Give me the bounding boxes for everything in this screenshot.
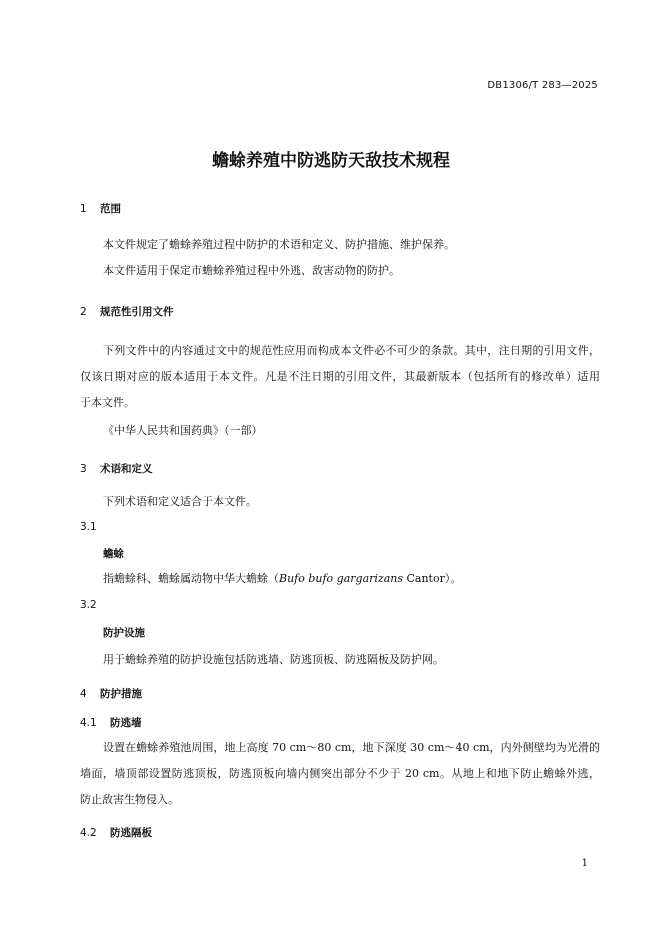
document-title: 蟾蜍养殖中防逃防天敌技术规程 [212, 151, 450, 171]
section-number: 2 [80, 306, 87, 318]
section-title: 术语和定义 [100, 463, 153, 475]
paragraph: 下列术语和定义适合于本文件。 [103, 495, 257, 508]
document-number: DB1306/T 283—2025 [487, 80, 598, 91]
definition-text: 指蟾蜍科、蟾蜍属动物中华大蟾蜍（ [103, 572, 279, 585]
paragraph-line: 设置在蟾蜍养殖池周围，地上高度 70 cm～80 cm，地下深度 30 cm～40 cm，内外侧壁均为光滑的 [103, 741, 600, 754]
subsection-number: 4.2 [80, 827, 97, 839]
paragraph-line: 防止敌害生物侵入。 [80, 793, 179, 806]
section-title: 规范性引用文件 [100, 306, 174, 318]
term-name: 防护设施 [103, 627, 145, 639]
section-4-heading [80, 686, 142, 701]
subsection-4-1-heading [80, 715, 142, 730]
latin-name: Bufo bufo gargarizans [279, 572, 403, 585]
paragraph-line: 墙面，墙顶部设置防逃顶板，防逃顶板向墙内侧突出部分不少于 20 cm。从地上和地下防止蟾蜍外逃， [80, 767, 600, 780]
term-definition: 用于蟾蜍养殖的防护设施包括防逃墙、防逃顶板、防逃隔板及防护网。 [103, 653, 444, 666]
term-number: 3.2 [80, 599, 97, 611]
section-title: 范围 [100, 203, 121, 215]
section-3-heading [80, 461, 153, 476]
section-title: 防护措施 [100, 688, 142, 700]
term-name: 蟾蜍 [103, 548, 124, 560]
subsection-title: 防逃墙 [110, 717, 142, 729]
term-number: 3.1 [80, 521, 97, 533]
paragraph-line: 下列文件中的内容通过文中的规范性应用而构成本文件必不可少的条款。其中，注日期的引用文件， [103, 344, 600, 357]
subsection-title: 防逃隔板 [110, 827, 152, 839]
section-number: 4 [80, 688, 87, 700]
paragraph-line: 仅该日期对应的版本适用于本文件。凡是不注日期的引用文件，其最新版本（包括所有的修改单）适用 [80, 370, 600, 383]
page-number: 1 [581, 858, 588, 869]
section-number: 3 [80, 463, 87, 475]
subsection-number: 4.1 [80, 717, 97, 729]
section-2-heading [80, 304, 174, 319]
paragraph: 本文件适用于保定市蟾蜍养殖过程中外逃、敌害动物的防护。 [103, 264, 400, 277]
section-number: 1 [80, 203, 87, 215]
reference-item: 《中华人民共和国药典》（一部） [103, 424, 263, 437]
subsection-4-2-heading [80, 825, 152, 840]
definition-text: Cantor）。 [403, 572, 462, 585]
paragraph-line: 于本文件。 [80, 396, 135, 409]
section-1-heading [80, 201, 121, 216]
paragraph: 本文件规定了蟾蜍养殖过程中防护的术语和定义、防护措施、维护保养。 [103, 238, 455, 251]
term-definition [103, 566, 600, 592]
